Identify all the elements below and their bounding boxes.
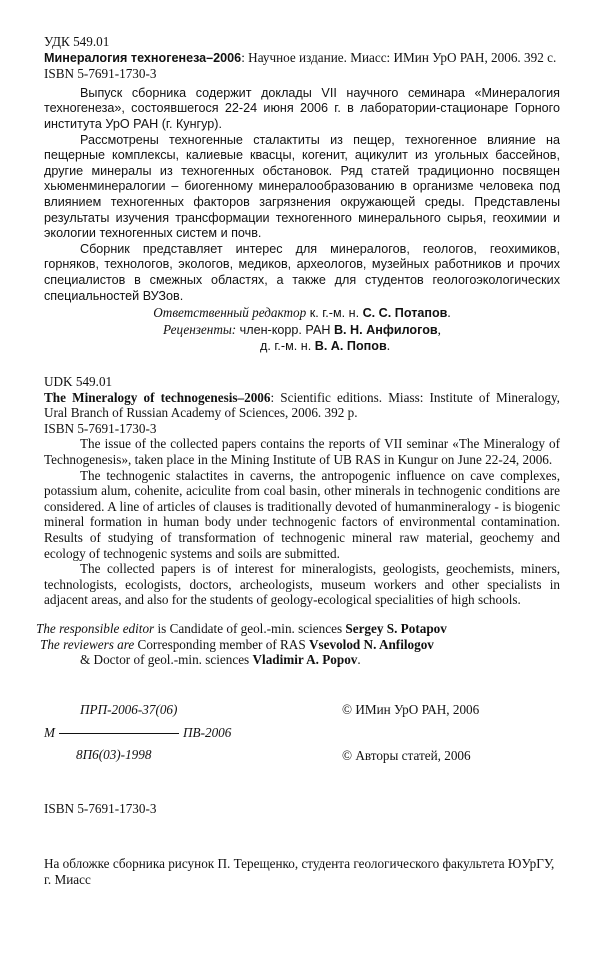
ru-reviewer2-degree: д. г.-м. н. [260, 339, 315, 354]
ru-reviewer2-line [44, 338, 560, 355]
en-bibliographic-entry [44, 390, 560, 421]
en-reviewer2-name: Vladimir A. Popov [252, 652, 358, 668]
ru-editor-end: . [447, 305, 451, 321]
en-title: The Mineralogy of technogenesis–2006 [44, 389, 271, 405]
ru-reviewers-label: Рецензенты: [163, 321, 237, 337]
ru-title-rest: : Научное издание. Миасс: ИМин УрО РАН, 2006. 392 с. [241, 49, 557, 65]
code-mid: ПВ-2006 [183, 724, 232, 740]
copyright-institute: © ИМин УрО РАН, 2006 [342, 702, 480, 717]
en-editor-label: The responsible editor [36, 621, 155, 636]
code-middle-line [44, 725, 274, 741]
ru-reviewer2-end: . [386, 338, 390, 354]
ru-reviewers-line [44, 322, 560, 339]
en-editor-name: Sergey S. Potapov [345, 621, 447, 636]
en-reviewer1-name: Vsevolod N. Anfilogov [308, 636, 434, 652]
ru-editor-label: Ответственный редактор [153, 305, 307, 321]
en-isbn: ISBN 5-7691-1730-3 [44, 420, 157, 436]
en-reviewers-line [36, 637, 566, 653]
en-reviewer2-line [36, 652, 566, 668]
ru-editor-degree: к. г.-м. н. [306, 306, 363, 321]
en-udk: UDK 549.01 [44, 374, 113, 389]
ru-paragraph-3: Сборник представляет интерес для минералогов, геологов, геохимиков, горняков, технологов, экологов, медиков, археологов, музейных работников и прочих специалистов в смежных областях, а также для студентов геологоэкологических специальностей ВУЗов. [44, 241, 560, 303]
ru-title: Минералогия техногенеза–2006 [44, 50, 242, 65]
code-bottom: 8П6(03)-1998 [76, 747, 152, 763]
ru-reviewer2-name: В. А. Попов [314, 339, 387, 354]
copyright-authors: © Авторы статей, 2006 [342, 747, 471, 763]
code-divider [59, 733, 179, 734]
en-reviewer2-degree: & Doctor of geol.-min. sciences [80, 652, 253, 668]
en-reviewer2-end: . [357, 652, 361, 668]
en-reviewers-label: The reviewers are [40, 636, 135, 652]
code-m: М [44, 724, 55, 740]
en-annotation [44, 374, 560, 608]
en-paragraph-1: The issue of the collected papers contains the reports of VII seminar «The Mineralogy of Technogenesis», taken place in the Mining Institute of UB RAS in Kungur on June 22-24, 2006. [44, 436, 560, 467]
ru-annotation [44, 34, 560, 355]
ru-paragraph-1: Выпуск сборника содержит доклады VII научного семинара «Минералогия техногенеза», состоявшегося 22-24 июня 2006 г. в лаборатории-стационаре Горного института УрО РАН (г. Кунгур). [44, 85, 560, 131]
ru-reviewer1-degree: член-корр. РАН [236, 322, 334, 337]
en-paragraph-2: The technogenic stalactites in caverns, the antropogenic influence on cave complexes, potassium alum, cohenite, aciculite from coal basin, other minerals in technogenic conditions are considered. A line of articles of clauses is traditionally devoted of humanmineralogy - is biogenic mineral formation in human body under technogenic factors of environmental contamination. Results of studying of transformation of technogenic mineral raw material, geochemy and ecology of technogenic systems and soils are submitted. [44, 467, 560, 561]
ru-paragraph-2: Рассмотрены техногенные сталактиты из пещер, техногенное влияние на пещерные комплексы, калиевые квасцы, когенит, ацикулит из угольных бассейнов, другие минералы из техногенных обстановок. Ряд статей традиционно посвящен хьюменминералогии – биогенному минералообразованию в организме человека под влиянием техногенных факторов загрязнения окружающей среды. Представлены результаты изучения трансформации техногенного минерального сырья, геохимии и экологии техногенных систем и почв. [44, 132, 560, 241]
ru-udk: УДК 549.01 [44, 34, 110, 49]
en-reviewer1-degree: Corresponding member of RAS [134, 636, 309, 652]
en-paragraph-3: The collected papers is of interest for mineralogists, geologists, geochemists, miners, technologists, ecologists, doctors, archeologists, museum workers and other specialists in adjacent areas, and also for the students of geology-ecological specialities of high schools. [44, 561, 560, 608]
isbn-bottom: ISBN 5-7691-1730-3 [44, 801, 157, 816]
en-editor-line [36, 621, 566, 637]
en-credits [36, 621, 566, 668]
ru-bibliographic-entry [44, 50, 560, 67]
ru-reviewer1-name: В. Н. Анфилогов [333, 322, 438, 337]
ru-editor-line [44, 305, 560, 322]
en-title-rest: : Scientific editions. Miass: Institute of Mineralogy, Ural Branch of Russian Academy of Sciences, 2006. 392 p. [44, 389, 560, 421]
ru-reviewer1-end: , [437, 321, 441, 337]
ru-editor-name: С. С. Потапов [362, 306, 448, 321]
code-top: ПРП-2006-37(06) [80, 702, 178, 717]
ru-isbn: ISBN 5-7691-1730-3 [44, 66, 157, 82]
copyrights [342, 702, 562, 763]
publisher-codes [44, 702, 274, 763]
en-editor-degree: is Candidate of geol.-min. sciences [154, 621, 346, 636]
cover-note: На обложке сборника рисунок П. Терещенко, студента геологического факультета ЮУрГУ, г. Миасс [44, 856, 555, 887]
